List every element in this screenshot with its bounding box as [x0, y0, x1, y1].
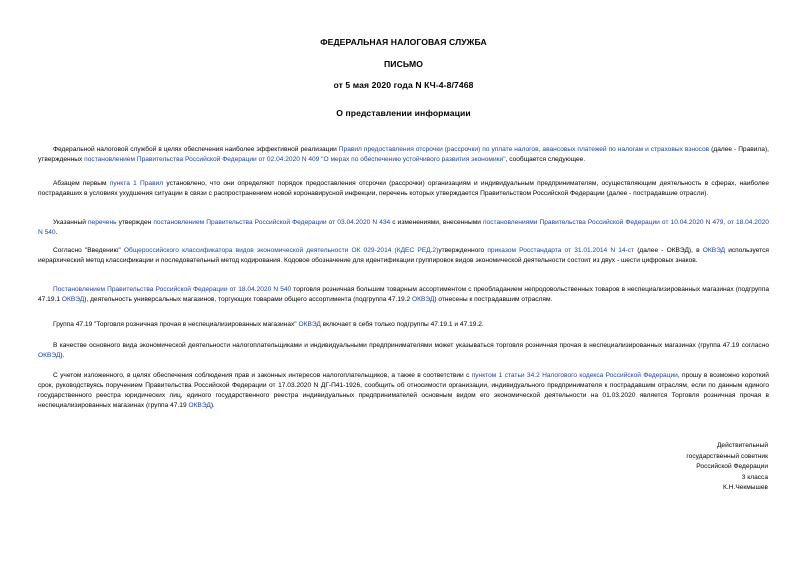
paragraph-5	[38, 285, 769, 305]
text: (далее - Правила), утвержденных	[38, 146, 769, 163]
link-okved[interactable]: ОКВЭД	[61, 296, 85, 303]
paragraph-6	[38, 320, 769, 330]
text: с изменениями, внесенными	[390, 219, 483, 226]
signature-name: К.Н.Чекмышев	[723, 484, 768, 491]
document-type: ПИСЬМО	[384, 59, 423, 69]
text: ), деятельность универсальных магазинов, торгующих товарами общего ассортимента (подгруппа 47.19.2	[84, 296, 412, 303]
text: ).	[210, 402, 215, 409]
signature-rank-line-3: Российской Федерации	[696, 463, 768, 470]
link-resolution-434[interactable]: постановлением Правительства Российской Федерации от 03.04.2020 N 434	[153, 219, 391, 226]
text: ).	[60, 352, 65, 359]
paragraph-1	[38, 145, 769, 165]
link-okved[interactable]: ОКВЭД	[188, 402, 211, 409]
text: ) отнесены к пострадавшим отраслям.	[434, 296, 553, 303]
signature-rank-line-2: государственный советник	[686, 452, 768, 460]
link-okved[interactable]: ОКВЭД	[38, 352, 61, 359]
text: (далее - ОКВЭД), в	[634, 247, 703, 254]
text: Федеральной налоговой службой в целях обеспечения наиболее эффективной реализации	[53, 146, 339, 153]
text: Группа 47.19 "Торговля розничная прочая в неспециализированных магазинах"	[53, 321, 299, 328]
text: используется иерархический метод классификации и последовательный метод кодирования. Кодовое обозначение для идентификации группировок видов экономической деятельности состоит из двух - шести цифровых знаков.	[38, 247, 769, 264]
document-date-number: от 5 мая 2020 года N КЧ-4-8/7468	[333, 80, 474, 90]
link-resolutions-479-540[interactable]: постановлениями Правительства Российской Федерации от 10.04.2020 N 479, от 18.04.2020 N 540	[38, 219, 769, 236]
text: В качестве основного вида экономической деятельности налогоплательщиками и индивидуальными предпринимателями может указываться торговля розничная прочая в неспециализированных магазинах (группа 47.19 согласно	[53, 342, 769, 349]
paragraph-7	[38, 341, 769, 361]
text: , прошу в возможно короткий срок, руководствуясь поручением Правительства Российской Федерации от 17.03.2020 N ДГ-П41-1926, сообщить об относимости организации, индивидуального предпринимателя к пострадавшим отраслям, если по данным единого государственного реестра юридических лиц, единого государственного реестра индивидуальных предпринимателей основным видом его экономической деятельности на 01.03.2020 является Торговля розничная прочая в неспециализированных магазинах (группа 47.19	[38, 372, 769, 409]
signature-rank-line-1: Действительный	[716, 442, 768, 449]
link-okved[interactable]: ОКВЭД	[702, 247, 726, 254]
text: включает в себя только подгруппы 47.19.1 и 47.19.2.	[320, 321, 484, 328]
paragraph-4	[38, 246, 769, 266]
text: , сообщается следующее.	[505, 156, 586, 163]
text: утвержден	[116, 219, 154, 226]
text: утвержденного	[438, 247, 488, 254]
link-tax-code-34-2[interactable]: пунктом 1 статьи 34.2 Налогового кодекса Российской Федерации	[471, 372, 678, 379]
signature-block	[640, 441, 768, 494]
link-rules[interactable]: Правил предоставления отсрочки (рассрочки) по уплате налогов, авансовых платежей по налогам и страховых взносов	[338, 146, 710, 153]
text: .	[55, 229, 58, 236]
text: установлено, что они определяют порядок предоставления отсрочки (рассрочки) организациям и индивидуальным предпринимателям, осуществляющим деятельность в сферах, наиболее пострадавших в условиях ухудшения ситуации в связи с распространением новой коронавирусной инфекции, перечень которых утверждается Правительством Российской Федерации (далее - пострадавшие отрасли).	[38, 180, 769, 197]
text: Абзацем первым	[53, 180, 110, 187]
link-okved[interactable]: ОКВЭД	[298, 321, 321, 328]
signature-rank-line-4: 3 класса	[741, 473, 768, 481]
paragraph-2	[38, 179, 769, 199]
paragraph-3	[38, 218, 769, 238]
link-okved-classifier[interactable]: Общероссийского классификатора видов экономической деятельности ОК 029-2014 (КДЕС РЕД.2)	[123, 247, 439, 254]
text: торговля розничная большим товарным ассортиментом с преобладанием непродовольственных товаров в неспециализированных магазинах (подгруппа 47.19.1	[38, 286, 769, 303]
agency-title: ФЕДЕРАЛЬНАЯ НАЛОГОВАЯ СЛУЖБА	[320, 37, 487, 47]
text: Согласно "Введению"	[53, 247, 124, 254]
text: С учетом изложенного, в целях обеспечения соблюдения прав и законных интересов налогоплательщиков, а также в соответствии с	[53, 372, 472, 379]
paragraph-8	[38, 371, 769, 411]
link-okved[interactable]: ОКВЭД	[412, 296, 435, 303]
link-resolution-409[interactable]: постановлением Правительства Российской Федерации от 02.04.2020 N 409 "О мерах по обеспечению устойчивого развития экономики"	[84, 156, 506, 163]
link-list[interactable]: перечень	[87, 219, 117, 226]
link-resolution-540[interactable]: Постановлением Правительства Российской Федерации от 18.04.2020 N 540	[53, 286, 292, 293]
link-rules-clause-1[interactable]: пункта 1 Правил	[109, 180, 164, 187]
document-subject: О представлении информации	[336, 108, 471, 118]
text: Указанный	[53, 219, 88, 226]
link-rosstandart-order[interactable]: приказом Росстандарта от 31.01.2014 N 14-ст	[487, 247, 635, 254]
